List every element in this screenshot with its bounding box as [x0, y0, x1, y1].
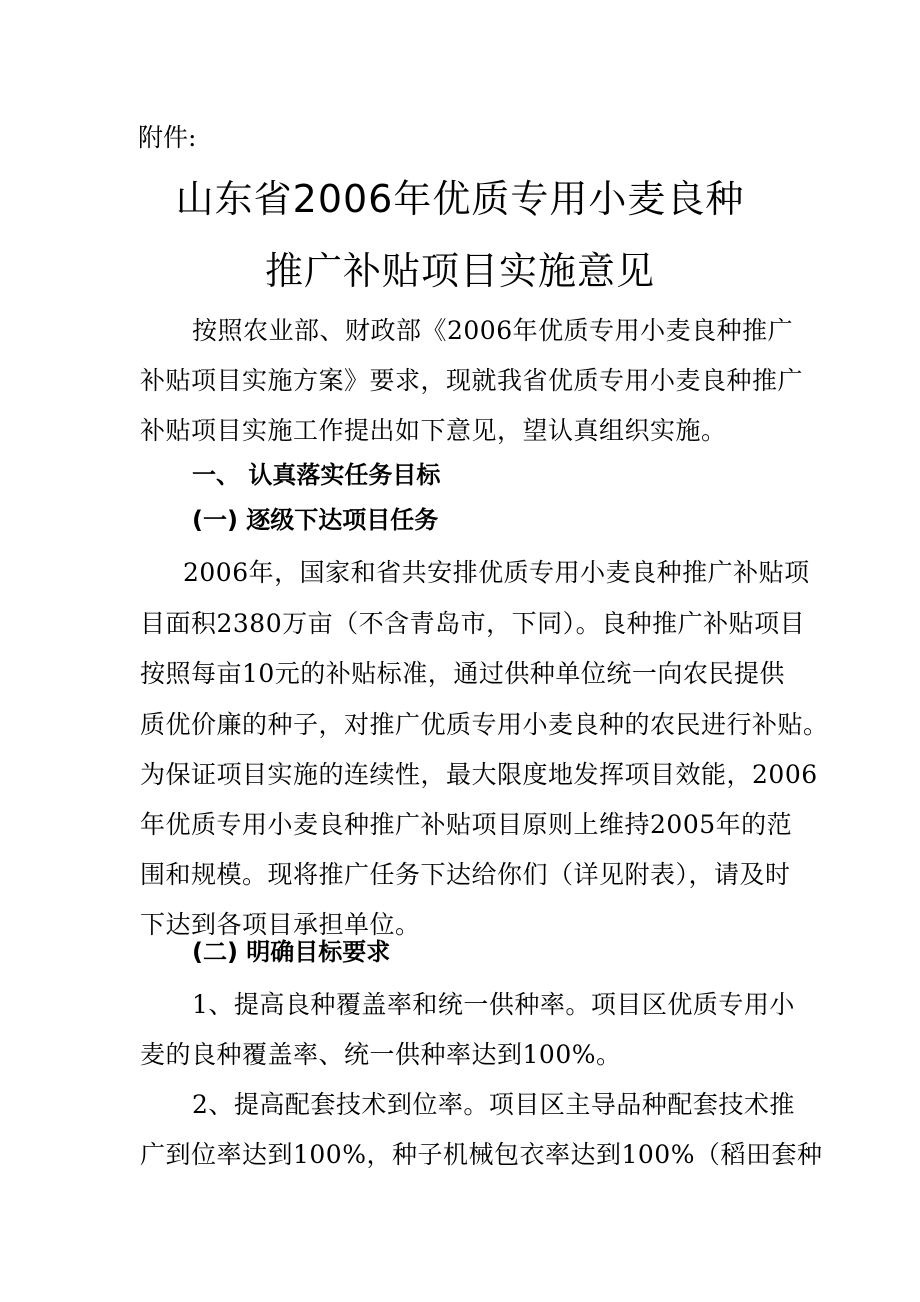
subsection-2-line-4: 广到位率达到100%，种子机械包衣率达到100%（稻田套种 — [140, 1140, 823, 1169]
subsection-2-heading: (二) 明确目标要求 — [192, 938, 391, 966]
subsection-1-line-1: 2006年，国家和省共安排优质专用小麦良种推广补贴项 — [183, 558, 810, 587]
subsection-2-line-2: 麦的良种覆盖率、统一供种率达到100%。 — [140, 1040, 622, 1069]
subsection-2-line-3: 2、提高配套技术到位率。项目区主导品种配套技术推 — [192, 1090, 795, 1119]
subsection-1-heading: (一) 逐级下达项目任务 — [192, 506, 439, 534]
subsection-1-line-4: 质优价廉的种子，对推广优质专用小麦良种的农民进行补贴。 — [140, 710, 829, 739]
document-title-line-2: 推广补贴项目实施意见 — [264, 249, 655, 293]
intro-line-3: 补贴项目实施工作提出如下意见，望认真组织实施。 — [140, 416, 727, 445]
document-title-line-1: 山东省2006年优质专用小麦良种 — [175, 177, 745, 221]
subsection-1-line-6: 年优质专用小麦良种推广补贴项目原则上维持2005年的范 — [140, 810, 793, 839]
attachment-label: 附件: — [138, 123, 197, 152]
intro-line-2: 补贴项目实施方案》要求，现就我省优质专用小麦良种推广 — [140, 366, 804, 395]
intro-line-1: 按照农业部、财政部《2006年优质专用小麦良种推广 — [192, 316, 794, 345]
subsection-1-line-2: 目面积2380万亩（不含青岛市，下同）。良种推广补贴项目 — [140, 609, 806, 638]
subsection-1-line-8: 下达到各项目承担单位。 — [140, 910, 421, 939]
subsection-2-line-1: 1、提高良种覆盖率和统一供种率。项目区优质专用小 — [192, 990, 795, 1019]
subsection-1-line-3: 按照每亩10元的补贴标准，通过供种单位统一向农民提供 — [140, 659, 785, 688]
section-1-heading: 一、 认真落实任务目标 — [192, 461, 441, 489]
subsection-1-line-7: 围和规模。现将推广任务下达给你们（详见附表），请及时 — [140, 860, 791, 889]
subsection-1-line-5: 为保证项目实施的连续性，最大限度地发挥项目效能，2006 — [140, 760, 818, 789]
